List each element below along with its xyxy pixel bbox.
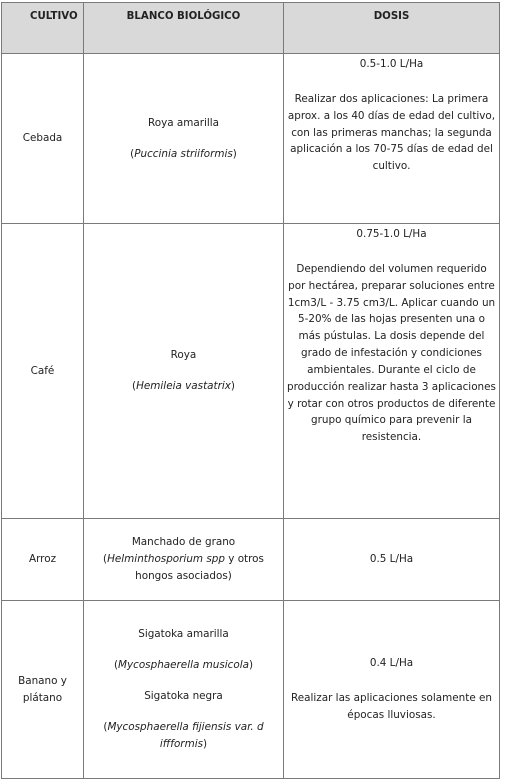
header-blanco: BLANCO BIOLÓGICO <box>84 3 284 54</box>
blanco-common: Roya <box>170 349 197 362</box>
cell-cultivo: Cebada <box>2 54 84 224</box>
blanco-sci: (Mycosphaerella musicola) <box>113 659 254 672</box>
dosage-table <box>1 2 500 779</box>
blanco-sci-2: (Mycosphaerella fijiensis var. d iffformis) <box>103 720 264 750</box>
cell-cultivo: Arroz <box>2 519 84 601</box>
dosis-rate: 0.75-1.0 L/Ha <box>356 228 427 240</box>
header-cultivo: CULTIVO <box>2 3 84 54</box>
blanco-common: Manchado de grano <box>131 536 236 549</box>
cell-cultivo: Banano y plátano <box>2 601 84 779</box>
blanco-common-2: Sigatoka negra <box>144 690 223 703</box>
dosis-note: Realizar las aplicaciones solamente en épocas lluviosas. <box>291 692 492 721</box>
table-row <box>2 54 500 224</box>
dosis-rate: 0.5-1.0 L/Ha <box>359 58 424 70</box>
blanco-common: Sigatoka amarilla <box>138 628 229 641</box>
cell-dosis <box>284 224 500 519</box>
table-row <box>2 224 500 519</box>
table-row <box>2 519 500 601</box>
cell-blanco <box>84 519 284 601</box>
cell-blanco <box>84 54 284 224</box>
blanco-sci: (Helminthosporium spp y otros hongos asociados) <box>103 553 264 582</box>
dosis-note: Dependiendo del volumen requerido por hectárea, preparar soluciones entre 1cm3/L - 3.75 cm3/L. Aplicar cuando un 5-20% de las hojas presenten una o más pústulas. La dosis depende del grado de infestación y condiciones ambientales. Durante el ciclo de producción realizar hasta 3 aplicaciones y rotar con otros productos de diferente grupo químico para prevenir la resistencia. <box>287 262 496 444</box>
dosis-note: Realizar dos aplicaciones: La primera aprox. a los 40 días de edad del cultivo, con las primeras manchas; la segunda aplicación a los 70-75 días de edad del cultivo. <box>287 92 496 173</box>
blanco-sci: (Puccinia striiformis) <box>130 147 237 160</box>
table-row <box>2 601 500 779</box>
cell-blanco <box>84 224 284 519</box>
cell-cultivo: Café <box>2 224 84 519</box>
cell-blanco <box>84 601 284 779</box>
cell-dosis <box>284 601 500 779</box>
cell-dosis <box>284 54 500 224</box>
table-header-row <box>2 3 500 54</box>
cell-dosis: 0.5 L/Ha <box>284 519 500 601</box>
dosis-rate: 0.4 L/Ha <box>369 657 414 670</box>
blanco-sci: (Hemileia vastatrix) <box>132 380 235 392</box>
header-dosis: DOSIS <box>284 3 500 54</box>
blanco-common: Roya amarilla <box>147 116 220 129</box>
